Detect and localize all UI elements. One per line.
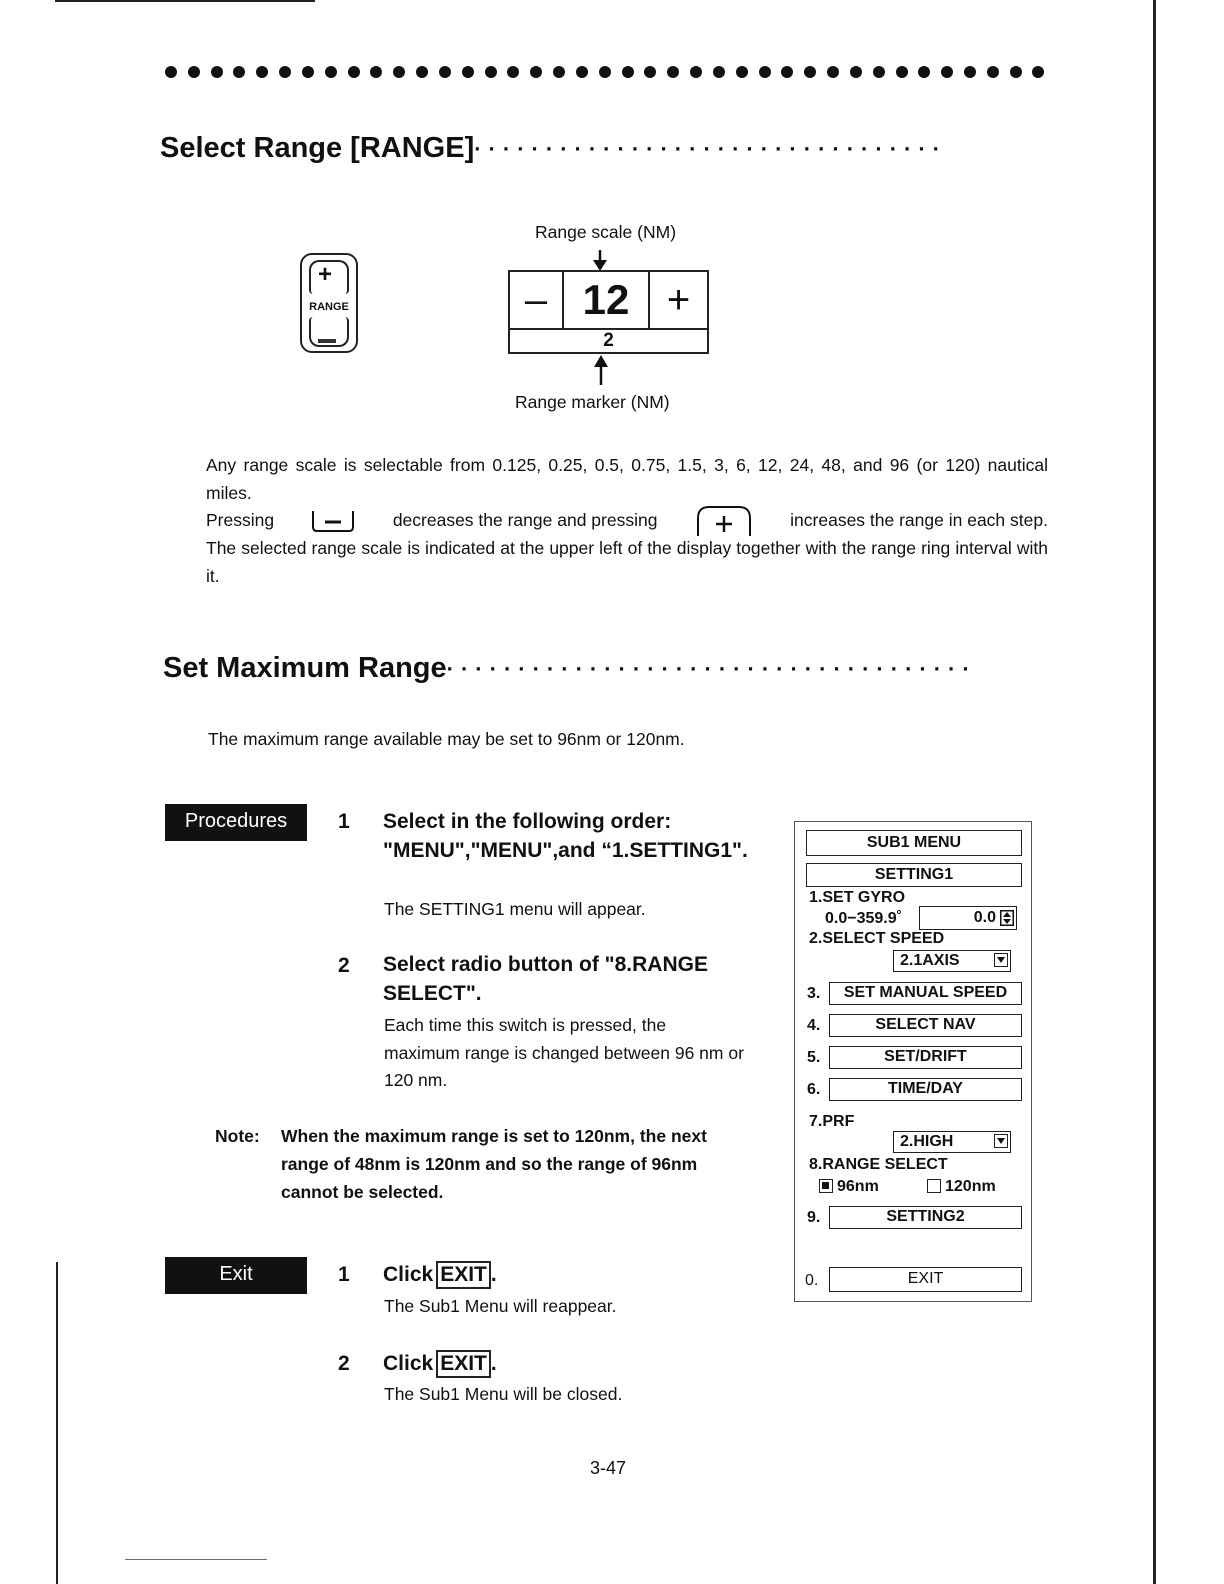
page-number: 3-47 <box>590 1458 627 1478</box>
setting2-button[interactable]: SETTING2 <box>829 1206 1022 1229</box>
divider-dot <box>279 66 291 78</box>
divider-dot <box>370 66 382 78</box>
divider-dot <box>804 66 816 78</box>
item6-number: 6. <box>807 1081 821 1098</box>
gyro-range: 0.0−359.9˚ <box>825 910 902 927</box>
divider-dot <box>599 66 611 78</box>
divider-dot <box>873 66 885 78</box>
item5-number: 5. <box>807 1049 821 1066</box>
range-body <box>206 452 1048 590</box>
range-minus: – <box>510 272 564 328</box>
set-drift-button[interactable]: SET/DRIFT <box>829 1046 1022 1069</box>
section-title-set-maximum-range: Set Maximum Range····································· <box>163 652 977 684</box>
radio-selected-icon[interactable] <box>819 1179 833 1193</box>
exit-step1-number: 1 <box>338 1263 350 1286</box>
divider-dot <box>918 66 930 78</box>
divider-dot <box>233 66 245 78</box>
divider-dot <box>690 66 702 78</box>
max-range-intro: The maximum range available may be set to 96nm or 120nm. <box>208 729 685 749</box>
divider-dot <box>781 66 793 78</box>
divider-dot <box>576 66 588 78</box>
spinner-icon[interactable] <box>1000 910 1014 926</box>
exit-tag: Exit <box>165 1257 307 1294</box>
gyro-input[interactable]: 0.0 <box>919 906 1017 930</box>
set-manual-speed-button[interactable]: SET MANUAL SPEED <box>829 982 1022 1005</box>
divider-dot <box>165 66 177 78</box>
range-opt-120[interactable]: 120nm <box>927 1177 996 1197</box>
divider-dot <box>941 66 953 78</box>
divider-dot <box>188 66 200 78</box>
divider-dot <box>759 66 771 78</box>
menu-header: SUB1 MENU <box>806 830 1022 856</box>
proc-step1-title: Select in the following order: "MENU","MENU",and “1.SETTING1". <box>383 810 748 862</box>
proc-step2-title: Select radio button of "8.RANGE SELECT". <box>383 953 708 1005</box>
item9-number: 9. <box>807 1209 821 1226</box>
top-rule <box>55 0 315 2</box>
range-key-label: RANGE <box>309 301 349 313</box>
divider-dot <box>256 66 268 78</box>
divider-dot <box>507 66 519 78</box>
right-margin-rule <box>1153 0 1156 1584</box>
divider-dot <box>987 66 999 78</box>
divider-dot <box>736 66 748 78</box>
exit-step2-number: 2 <box>338 1352 350 1375</box>
proc-step1-number: 1 <box>338 810 350 833</box>
prf-select[interactable]: 2.HIGH <box>893 1131 1011 1153</box>
divider-dot <box>393 66 405 78</box>
note-text: When the maximum range is set to 120nm, the next range of 48nm is 120nm and so the range of 96nm cannot be selected. <box>281 1126 707 1202</box>
arrow-down-icon <box>592 250 608 272</box>
exit-button-ref: EXIT <box>436 1350 491 1378</box>
radio-empty-icon[interactable] <box>927 1179 941 1193</box>
exit-button[interactable]: EXIT <box>829 1267 1022 1292</box>
divider-dot <box>553 66 565 78</box>
divider-dot <box>1010 66 1022 78</box>
bottom-rule <box>125 1559 267 1560</box>
select-nav-button[interactable]: SELECT NAV <box>829 1014 1022 1037</box>
divider-dot <box>325 66 337 78</box>
range-opt-96[interactable]: 96nm <box>819 1177 879 1197</box>
range-marker-value: 2 <box>510 328 707 352</box>
range-body-line1: Any range scale is selectable from 0.125, 0.25, 0.5, 0.75, 1.5, 3, 6, 12, 24, 48, and 96 (or 120) nautical miles. <box>206 455 1048 503</box>
pressing-text: Pressing <box>206 510 275 531</box>
speed-select[interactable]: 2.1AXIS <box>893 950 1011 972</box>
plus-key-icon <box>695 504 753 538</box>
item3-number: 3. <box>807 985 821 1002</box>
exit-step1-title: Click EXIT . <box>383 1260 497 1289</box>
note-label: Note: <box>215 1126 260 1146</box>
range-key-icon: + RANGE <box>300 253 358 353</box>
divider-dot <box>1032 66 1044 78</box>
divider-dot <box>416 66 428 78</box>
exit-step2-desc: The Sub1 Menu will be closed. <box>384 1384 623 1404</box>
speed-label: 2.SELECT SPEED <box>809 930 945 947</box>
proc-step2-number: 2 <box>338 954 350 977</box>
exit-step1-desc: The Sub1 Menu will reappear. <box>384 1296 617 1316</box>
exit-step2-title: Click EXIT . <box>383 1349 497 1378</box>
divider-dot <box>827 66 839 78</box>
divider-dot <box>644 66 656 78</box>
procedures-tag: Procedures <box>165 804 307 841</box>
range-scale-value: 12 <box>564 272 650 328</box>
range-scale-label: Range scale (NM) <box>535 222 677 242</box>
divider-dot <box>530 66 542 78</box>
divider-dot <box>485 66 497 78</box>
proc-step1-desc: The SETTING1 menu will appear. <box>384 899 646 919</box>
range-body-line3: The selected range scale is indicated at the upper left of the display together with the range ring interval with it. <box>206 538 1048 586</box>
divider-dot <box>713 66 725 78</box>
item0-number: 0. <box>805 1272 819 1289</box>
divider-dot <box>667 66 679 78</box>
section-title-select-range: Select Range [RANGE]································· <box>160 132 947 164</box>
divider-dot <box>850 66 862 78</box>
sub1-menu-panel <box>794 821 1032 1302</box>
divider-dot <box>348 66 360 78</box>
range-display <box>508 270 709 354</box>
range-plus: + <box>666 277 691 322</box>
range-body-line2 <box>206 507 1048 535</box>
item4-number: 4. <box>807 1017 821 1034</box>
divider-dot <box>964 66 976 78</box>
menu-subheader: SETTING1 <box>806 863 1022 887</box>
dot-divider <box>165 66 1045 78</box>
divider-dot <box>622 66 634 78</box>
increases-text: increases the range in each step. <box>790 510 1048 531</box>
prf-label: 7.PRF <box>809 1113 855 1130</box>
divider-dot <box>439 66 451 78</box>
gyro-label: 1.SET GYRO <box>809 889 906 906</box>
proc-step2-desc: Each time this switch is pressed, the maximum range is changed between 96 nm or 120 nm. <box>384 1015 744 1090</box>
left-margin-rule <box>56 1262 58 1584</box>
divider-dot <box>896 66 908 78</box>
divider-dot <box>302 66 314 78</box>
range-select-label: 8.RANGE SELECT <box>809 1156 948 1173</box>
minus-key-icon <box>311 509 355 533</box>
divider-dot <box>462 66 474 78</box>
range-marker-label: Range marker (NM) <box>515 392 670 412</box>
time-day-button[interactable]: TIME/DAY <box>829 1078 1022 1101</box>
arrow-up-icon <box>593 355 609 385</box>
dropdown-arrow-icon <box>994 953 1008 967</box>
divider-dot <box>211 66 223 78</box>
decreases-text: decreases the range and pressing <box>392 510 658 531</box>
dropdown-arrow-icon <box>994 1134 1008 1148</box>
exit-button-ref: EXIT <box>436 1261 491 1289</box>
